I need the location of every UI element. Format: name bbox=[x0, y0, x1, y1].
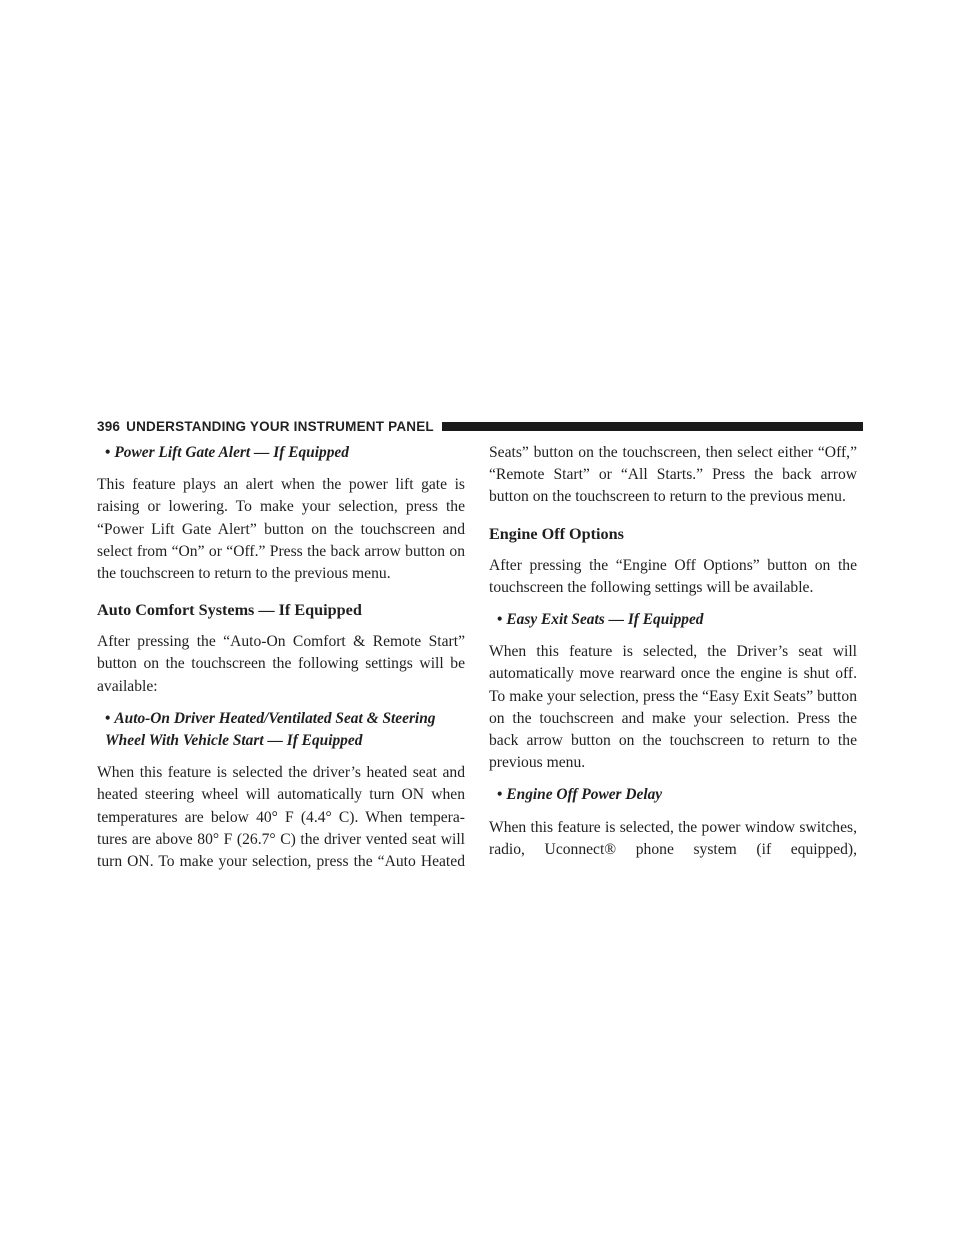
heading-engine-off-options: Engine Off Options bbox=[489, 524, 624, 543]
bullet-auto-on-driver-heated-seat bbox=[97, 708, 465, 752]
bullet-text: Engine Off Power Delay bbox=[506, 786, 663, 804]
right-column bbox=[489, 442, 857, 871]
paragraph: Seats” button on the touchscreen, then select either “Off,” “Remote Start” or “All Starts.” Press the back arrow button on the touchscreen to return to the previous menu. bbox=[489, 444, 857, 506]
header-rule bbox=[442, 422, 863, 431]
bullet-dot-icon: • bbox=[105, 444, 111, 461]
bullet-dot-icon: • bbox=[497, 786, 503, 804]
paragraph: When this feature is selected, the Driver’s seat will automatically move rearward once the engine is shut off. To make your selection, press the “Easy Exit Seats” button on the touchscreen and make your selection. Press the back arrow button on the touchscreen to return to the previous menu. bbox=[489, 643, 857, 772]
paragraph: After pressing the “Auto-On Comfort & Remote Start” button on the touchscreen the following settings will be available: bbox=[97, 633, 465, 695]
page-number: 396 bbox=[97, 418, 121, 434]
paragraph: When this feature is selected the driver’s heated seat and heated steering wheel will automatically turn ON when temperatures are below 40° F (4.4° C). When tempera-tures are above 80° F (26.7° C) the driver vented seat will turn ON. To make your selection, press the “Auto Heated bbox=[97, 764, 465, 871]
heading-auto-comfort-systems: Auto Comfort Systems — If Equipped bbox=[97, 601, 362, 620]
section-title: UNDERSTANDING YOUR INSTRUMENT PANEL bbox=[126, 418, 434, 434]
paragraph: When this feature is selected, the power window switches, radio, Uconnect® phone system (if equipped), bbox=[489, 818, 857, 858]
left-column bbox=[97, 442, 465, 883]
paragraph: After pressing the “Engine Off Options” button on the touchscreen the following settings will be available. bbox=[489, 556, 857, 596]
bullet-text: Easy Exit Seats — If Equipped bbox=[506, 611, 704, 629]
bullet-text: Power Lift Gate Alert — If Equipped bbox=[114, 444, 349, 461]
bullet-dot-icon: • bbox=[105, 709, 111, 727]
bullet-text: Auto-On Driver Heated/Ventilated Seat & Steering Wheel With Vehicle Start — If Equipped bbox=[105, 709, 436, 750]
paragraph: This feature plays an alert when the power lift gate is raising or lowering. To make your selection, press the “Power Lift Gate Alert” button on the touchscreen and select from “On” or “Off.” Press the back arrow button on the touchscreen to return to the previous menu. bbox=[97, 476, 465, 583]
bullet-power-lift-gate-alert bbox=[97, 442, 465, 464]
bullet-easy-exit-seats bbox=[489, 609, 857, 631]
page-header bbox=[97, 418, 863, 434]
bullet-engine-off-power-delay bbox=[489, 784, 857, 806]
bullet-dot-icon: • bbox=[497, 611, 503, 629]
